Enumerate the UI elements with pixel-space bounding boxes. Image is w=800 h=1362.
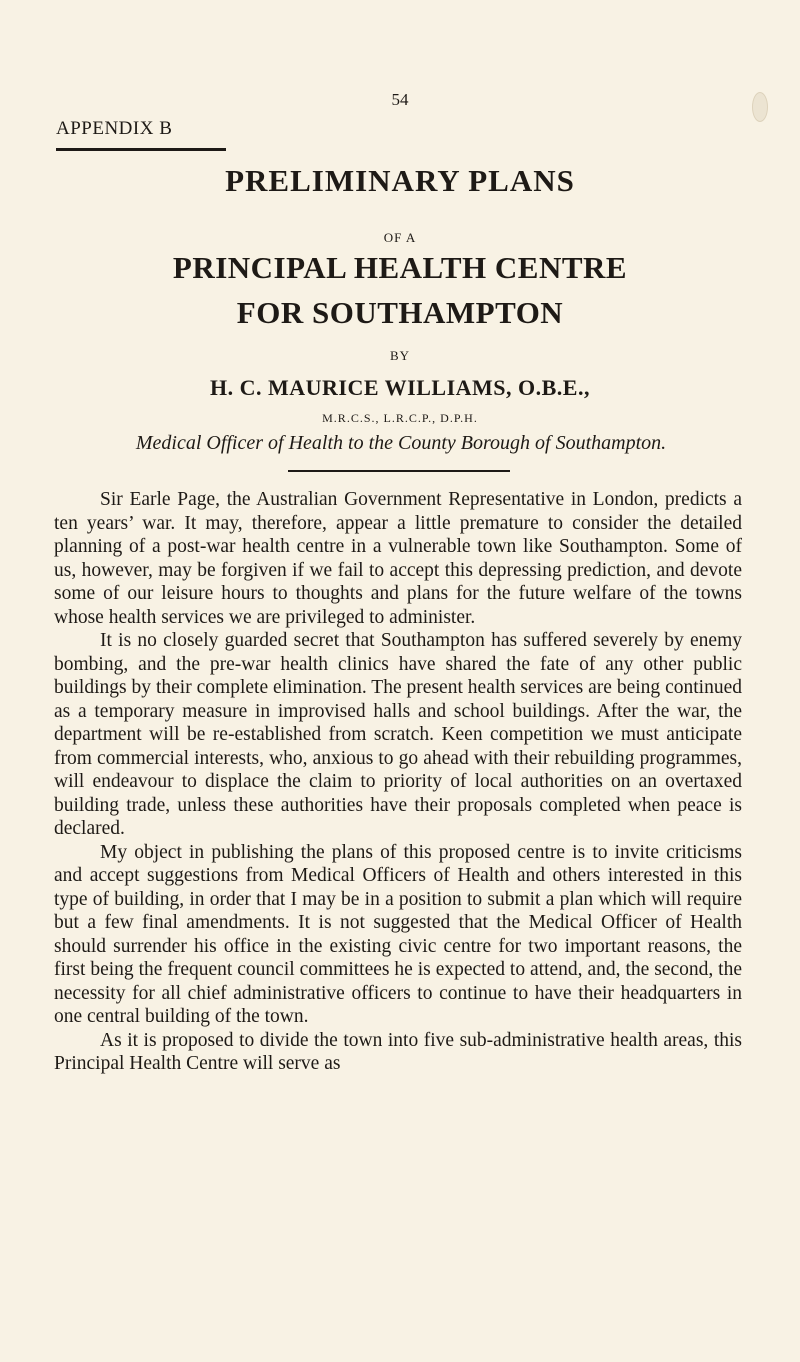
author-position: Medical Officer of Health to the County Borough of Southampton. (135, 432, 667, 454)
appendix-underline (56, 148, 226, 151)
page-number: 54 (391, 90, 409, 109)
body-text (54, 488, 742, 1076)
author-qualifications: M.R.C.S., L.R.C.P., D.P.H. (322, 411, 478, 425)
paragraph-3: My object in publishing the plans of this proposed centre is to invite criticisms and accept suggestions from Medical Officers of Health and others interested in this type of building, in order that I may be in a position to submit a plan which will require but a few final amendments. It is not suggested that the Medical Officer of Health should surrender his office in the existing civic centre for two important reasons, the first being the frequent council committees he is expected to attend, and, the second, the necessity for all chief administrative officers to continue to have their headquarters in one central building of the town. (54, 841, 742, 1027)
paragraph-2: It is no closely guarded secret that Southampton has suffered severely by enemy bombing, and the pre-war health clinics have shared the fate of any other public buildings by their complete elimination. The present health services are being continued as a temporary measure in improvised halls and school buildings. After the war, the department will be re-established from scratch. Keen competition we must anticipate from commercial interests, who, anxious to go ahead with their rebuilding programmes, will endeavour to displace the claim to priority of local authorities on an overtaxed building trade, unless these authorities have their proposals completed when peace is declared. (54, 630, 742, 839)
paragraph-4: As it is proposed to divide the town into five sub-administrative health areas, this Principal Health Centre will serve as (54, 1029, 742, 1074)
author-name: H. C. MAURICE WILLIAMS, O.B.E., (210, 375, 590, 400)
paragraph-1: Sir Earle Page, the Australian Government Representative in London, predicts a ten years’ war. It may, therefore, appear a little premature to consider the detailed planning of a post-war health centre in a vulnerable town like Southampton. Some of us, however, may be forgiven if we fail to accept this depressing prediction, and devote some of our leisure hours to thoughts and plans for the future welfare of the towns whose health services we are privileged to administer. (54, 489, 742, 628)
title-line-1: PRELIMINARY PLANS (225, 163, 575, 198)
by-line: BY (389, 348, 411, 363)
appendix-label: APPENDIX B (56, 118, 173, 139)
title-line-3: FOR SOUTHAMPTON (236, 295, 564, 330)
title-connector: OF A (383, 230, 417, 245)
title-line-2: PRINCIPAL HEALTH CENTRE (172, 250, 628, 285)
section-divider (288, 470, 510, 472)
